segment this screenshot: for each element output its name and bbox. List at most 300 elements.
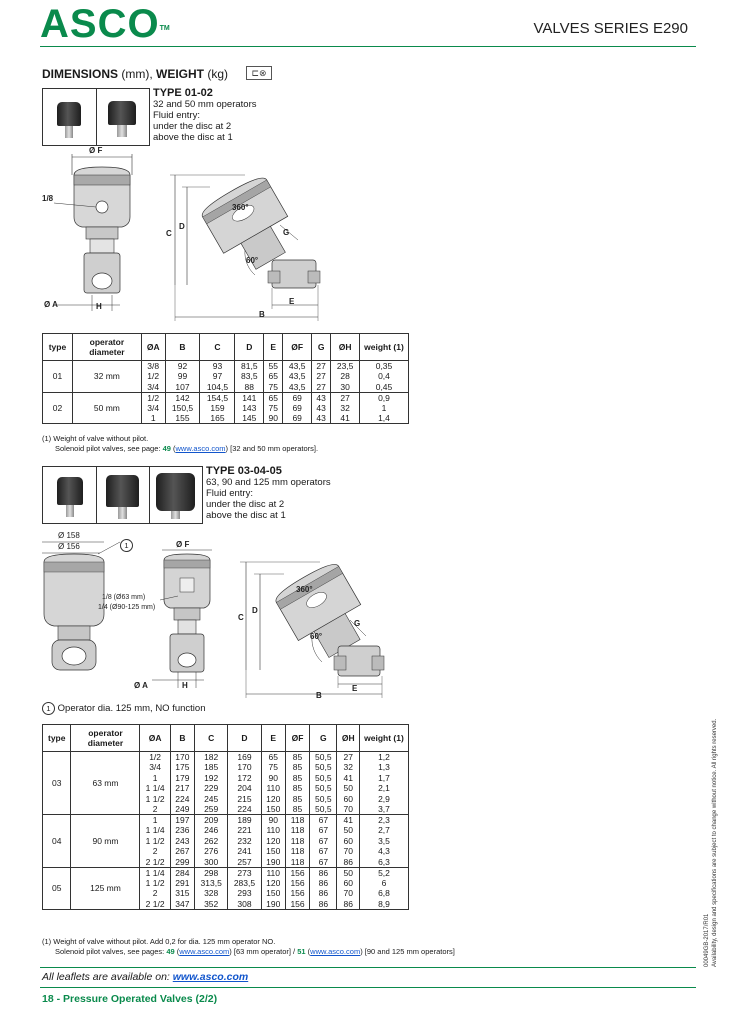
table-cell: 182 [195,752,228,763]
table-cell: 6,8 [360,888,409,899]
table-cell: 43 [312,413,331,424]
table-cell: 217 [170,783,194,794]
table-cell: 143 [235,403,264,414]
table-cell: 156 [285,878,309,889]
table-cell: 142 [165,392,200,403]
table-cell: 156 [285,888,309,899]
table-cell: 60 [337,794,360,805]
table-cell: 298 [195,867,228,878]
asco-link[interactable]: www.asco.com [175,443,226,453]
type-03-04-05-line: above the disc at 1 [206,510,286,521]
table-cell: 97 [200,371,235,382]
table-cell: 118 [285,815,309,826]
callout-1-icon: 1 [120,537,133,555]
table-cell: 1 1/4 [140,867,170,878]
table-cell: 156 [285,867,309,878]
dimensions-table-01-02 [42,333,409,424]
table-cell: 90 [261,773,285,784]
table-cell: 50,5 [310,804,337,815]
table-cell: 107 [165,382,200,393]
table-cell: 86 [310,867,337,878]
table-cell: 156 [285,899,309,910]
type-01-02-drawing [40,145,340,330]
table-cell: 67 [310,857,337,868]
col-header: D [228,725,261,752]
table-cell: 1/2 [141,392,165,403]
table-cell: 1 1/2 [140,878,170,889]
table-cell: 86 [337,899,360,910]
table-cell: 75 [264,382,283,393]
table-cell: 315 [170,888,194,899]
dim-g-label: G [354,619,361,628]
table-cell: 43,5 [283,382,312,393]
dim-d-label: D [179,222,185,231]
table-cell: 159 [200,403,235,414]
table-cell: 2 [140,804,170,815]
table-cell: 1 1/4 [140,783,170,794]
table-cell: 0,9 [360,392,409,403]
table-cell: 2 1/2 [140,857,170,868]
col-header: ØH [331,334,360,361]
dim-c-label: C [166,229,172,238]
table-cell: 141 [235,392,264,403]
table-cell: 81,5 [235,361,264,372]
callout-1-icon: 1 [42,702,55,715]
table-cell: 236 [170,825,194,836]
photo-50mm [96,89,149,145]
type-01-02-line: above the disc at 1 [153,132,233,143]
footnote-line: (1) Weight of valve without pilot. [42,434,149,443]
table-cell: 150,5 [165,403,200,414]
table-cell: 150 [261,804,285,815]
table-cell: 41 [331,413,360,424]
table-cell: 267 [170,846,194,857]
table-cell: 3,5 [360,836,409,847]
dim-c-label: C [238,613,244,622]
col-header: type [43,725,71,752]
type-03-04-05-drawing [40,528,390,700]
disclaimer: Availability, design and specifications are subject to change without notice. All rights reserved. [712,718,718,967]
table-cell: 284 [170,867,194,878]
col-header: E [261,725,285,752]
asco-link[interactable]: www.asco.com [179,946,230,956]
type-cell: 03 [43,752,71,815]
operator-cell: 50 mm [72,392,141,424]
table-cell: 1 1/2 [140,794,170,805]
table-cell: 86 [310,878,337,889]
table-cell: 110 [261,825,285,836]
col-header: ØF [285,725,309,752]
table-cell: 313,5 [195,878,228,889]
table-cell: 85 [285,773,309,784]
valve-symbol-icon: ⊏⊗ [246,66,272,80]
table-cell: 50 [337,783,360,794]
table-cell: 204 [228,783,261,794]
table-cell: 3/4 [140,762,170,773]
dim-phi-f-label: Ø F [89,146,103,155]
asco-link[interactable]: www.asco.com [310,946,361,956]
table-cell: 175 [170,762,194,773]
col-header: operator diameter [71,725,140,752]
table-cell: 50 [337,867,360,878]
table-cell: 69 [283,392,312,403]
operator-cell: 90 mm [71,815,140,868]
col-header: ØA [141,334,165,361]
table-cell: 43 [312,392,331,403]
col-header: C [200,334,235,361]
table-cell: 189 [228,815,261,826]
col-header: D [235,334,264,361]
table-row [43,815,409,826]
table-cell: 27 [331,392,360,403]
table-row [43,752,409,763]
table-cell: 41 [337,815,360,826]
footer-divider [40,987,696,988]
col-header: operator diameter [72,334,141,361]
table-cell: 192 [195,773,228,784]
photo-90mm [96,467,150,523]
table-cell: 67 [310,836,337,847]
table-cell: 2,9 [360,794,409,805]
table-cell: 50,5 [310,794,337,805]
dim-d-label: D [252,606,258,615]
rotation-label: 360° [232,203,249,212]
col-header: type [43,334,73,361]
table-cell: 67 [310,815,337,826]
table-row [43,867,409,878]
col-header: ØF [283,334,312,361]
table-cell: 60 [337,878,360,889]
table-cell: 1/2 [140,752,170,763]
table-cell: 83,5 [235,371,264,382]
operator-cell: 63 mm [71,752,140,815]
table-cell: 1 1/4 [140,825,170,836]
table-cell: 155 [165,413,200,424]
table-row [43,392,409,403]
dim-b-label: B [316,691,322,700]
type-01-02-title: TYPE 01-02 [153,87,213,99]
table-cell: 170 [170,752,194,763]
dim-g-label: G [283,228,290,237]
type-cell: 04 [43,815,71,868]
table-cell: 99 [165,371,200,382]
section-title: DIMENSIONS (mm), WEIGHT (kg) [42,67,229,81]
dim-h-label: H [96,302,102,311]
table-cell: 69 [283,413,312,424]
table-cell: 3/8 [141,361,165,372]
operator-cell: 32 mm [72,361,141,393]
table-row [43,361,409,372]
asco-logo: ASCO™ [40,2,170,46]
table-cell: 190 [261,899,285,910]
table-cell: 172 [228,773,261,784]
table-cell: 3/4 [141,403,165,414]
table-cell: 1 [140,815,170,826]
table-cell: 88 [235,382,264,393]
table-cell: 70 [337,804,360,815]
photo-125mm [149,467,202,523]
footnote-line: Solenoid pilot valves, see pages: 49 (www.asco.com) [63 mm operator] / 51 (www.asco.com) [90 and 125 mm operators] [55,946,455,956]
type-01-02-line: Fluid entry: [153,110,200,121]
table-cell: 8,9 [360,899,409,910]
table-cell: 246 [195,825,228,836]
operator-note-text: Operator dia. 125 mm, NO function [57,703,206,715]
table-cell: 27 [312,371,331,382]
type-01-02-info [153,87,257,143]
table-cell: 67 [310,846,337,857]
rotation-label: 360° [296,585,313,594]
page-footer: 18 - Pressure Operated Valves (2/2) [42,993,218,1005]
table-cell: 283,5 [228,878,261,889]
table-cell: 118 [285,825,309,836]
table-cell: 86 [337,857,360,868]
table-cell: 120 [261,794,285,805]
table-cell: 43 [312,403,331,414]
table-cell: 120 [261,836,285,847]
table-cell: 170 [228,762,261,773]
dim-phi-f-label: Ø F [176,540,190,549]
table-cell: 185 [195,762,228,773]
table-cell: 300 [195,857,228,868]
table-cell: 85 [285,762,309,773]
footer-asco-link[interactable]: www.asco.com [172,971,249,983]
table-cell: 27 [337,752,360,763]
table-cell: 27 [312,361,331,372]
table-cell: 257 [228,857,261,868]
table-cell: 249 [170,804,194,815]
table-cell: 262 [195,836,228,847]
page-link[interactable]: 49 [162,443,171,453]
type-01-02-line: 32 and 50 mm operators [153,99,257,110]
type-03-04-05-title: TYPE 03-04-05 [206,465,282,477]
table-cell: 118 [285,846,309,857]
table-cell: 86 [310,888,337,899]
table-cell: 291 [170,878,194,889]
table-cell: 50,5 [310,783,337,794]
table-cell: 1 1/2 [140,836,170,847]
operator-cell: 125 mm [71,867,140,909]
table-cell: 90 [264,413,283,424]
angle-label: 60° [246,256,259,265]
table-cell: 2,3 [360,815,409,826]
table-cell: 50,5 [310,752,337,763]
table-cell: 1/2 [141,371,165,382]
col-header: G [312,334,331,361]
col-header: weight (1) [360,725,409,752]
type-01-02-line: under the disc at 2 [153,121,232,132]
table-cell: 86 [310,899,337,910]
table-cell: 352 [195,899,228,910]
table-cell: 221 [228,825,261,836]
type-03-04-05-line: under the disc at 2 [206,499,285,510]
table-cell: 0,4 [360,371,409,382]
footnote-line: (1) Weight of valve without pilot. Add 0,2 for dia. 125 mm operator NO. [42,937,276,946]
port-label: 1/8 [42,194,54,203]
table-cell: 328 [195,888,228,899]
table-cell: 5,2 [360,867,409,878]
table-cell: 75 [261,762,285,773]
footnote-line: Solenoid pilot valves, see page: 49 (www.asco.com) [32 and 50 mm operators]. [55,443,319,453]
col-header: G [310,725,337,752]
table-cell: 55 [264,361,283,372]
table-cell: 0,35 [360,361,409,372]
table-cell: 43,5 [283,371,312,382]
table-cell: 229 [195,783,228,794]
table-cell: 85 [285,804,309,815]
dim-phi-a-label: Ø A [134,681,148,690]
table-cell: 104,5 [200,382,235,393]
dim-b-label: B [259,310,265,319]
col-header: E [264,334,283,361]
table-cell: 308 [228,899,261,910]
table-cell: 215 [228,794,261,805]
dim-e-label: E [289,297,295,306]
footer-divider [40,967,696,968]
footnote-table-01-02 [42,434,318,453]
table-cell: 43,5 [283,361,312,372]
footnote-table-03-04-05 [42,937,455,956]
table-cell: 347 [170,899,194,910]
table-cell: 110 [261,867,285,878]
col-header: B [170,725,194,752]
table-cell: 67 [310,825,337,836]
table-cell: 2 [140,846,170,857]
col-header: C [195,725,228,752]
table-cell: 1,3 [360,762,409,773]
type-03-04-05-line: Fluid entry: [206,488,253,499]
type-cell: 05 [43,867,71,909]
col-header: ØH [337,725,360,752]
table-cell: 243 [170,836,194,847]
table-cell: 190 [261,857,285,868]
table-cell: 3/4 [141,382,165,393]
table-cell: 241 [228,846,261,857]
table-cell: 209 [195,815,228,826]
table-cell: 27 [312,382,331,393]
table-cell: 60 [337,836,360,847]
type-03-04-05-info [206,465,331,521]
table-cell: 2 [140,888,170,899]
col-header: ØA [140,725,170,752]
table-cell: 23,5 [331,361,360,372]
table-cell: 32 [331,403,360,414]
table-cell: 1 [360,403,409,414]
table-cell: 165 [200,413,235,424]
col-header: B [165,334,200,361]
table-cell: 118 [285,836,309,847]
leaflets-note: All leaflets are available on: www.asco.com [42,971,249,983]
table-cell: 93 [200,361,235,372]
table-cell: 50,5 [310,773,337,784]
table-cell: 245 [195,794,228,805]
photo-32mm [43,89,97,145]
page-link[interactable]: 49 [166,946,175,956]
table-cell: 50,5 [310,762,337,773]
dim-158-label: Ø 158 [58,531,80,540]
table-cell: 299 [170,857,194,868]
type-03-04-05-photos [42,466,203,524]
table-cell: 6,3 [360,857,409,868]
table-cell: 120 [261,878,285,889]
table-cell: 65 [264,392,283,403]
table-cell: 28 [331,371,360,382]
table-cell: 50 [337,825,360,836]
table-cell: 75 [264,403,283,414]
port-90-125-label: 1/4 (Ø90-125 mm) [98,604,156,611]
dim-phi-a-label: Ø A [44,300,58,309]
table-cell: 85 [285,794,309,805]
table-cell: 1,4 [360,413,409,424]
table-cell: 65 [261,752,285,763]
table-cell: 145 [235,413,264,424]
table-cell: 2 1/2 [140,899,170,910]
table-cell: 41 [337,773,360,784]
table-cell: 4,3 [360,846,409,857]
table-cell: 32 [337,762,360,773]
table-cell: 3,7 [360,804,409,815]
table-cell: 179 [170,773,194,784]
angle-label: 60° [310,632,323,641]
table-cell: 154,5 [200,392,235,403]
type-01-02-photos [42,88,150,146]
table-cell: 110 [261,783,285,794]
dim-e-label: E [352,684,358,693]
table-cell: 150 [261,846,285,857]
table-cell: 150 [261,888,285,899]
table-cell: 65 [264,371,283,382]
table-cell: 92 [165,361,200,372]
table-cell: 6 [360,878,409,889]
table-cell: 169 [228,752,261,763]
table-cell: 118 [285,857,309,868]
col-header: weight (1) [360,334,409,361]
table-cell: 2,7 [360,825,409,836]
table-cell: 1,2 [360,752,409,763]
table-cell: 224 [170,794,194,805]
table-cell: 259 [195,804,228,815]
dimensions-table-03-04-05 [42,724,409,910]
table-cell: 273 [228,867,261,878]
dim-h-label: H [182,681,188,690]
table-cell: 1,7 [360,773,409,784]
table-cell: 70 [337,888,360,899]
type-cell: 01 [43,361,73,393]
table-cell: 197 [170,815,194,826]
dim-156-label: Ø 156 [58,542,80,551]
table-cell: 1 [140,773,170,784]
header-divider [40,46,696,47]
type-cell: 02 [43,392,73,424]
table-cell: 30 [331,382,360,393]
doc-code: 00049GB-2017/R01 [704,913,710,967]
table-cell: 293 [228,888,261,899]
table-cell: 70 [337,846,360,857]
table-cell: 85 [285,752,309,763]
table-cell: 232 [228,836,261,847]
type-03-04-05-line: 63, 90 and 125 mm operators [206,477,331,488]
table-cell: 85 [285,783,309,794]
series-title: VALVES SERIES E290 [533,20,688,37]
photo-63mm [43,467,97,523]
table-cell: 69 [283,403,312,414]
page-link[interactable]: 51 [297,946,306,956]
table-cell: 2,1 [360,783,409,794]
table-cell: 224 [228,804,261,815]
table-cell: 1 [141,413,165,424]
operator-note [42,702,205,715]
port-63-label: 1/8 (Ø63 mm) [102,594,146,601]
table-cell: 276 [195,846,228,857]
